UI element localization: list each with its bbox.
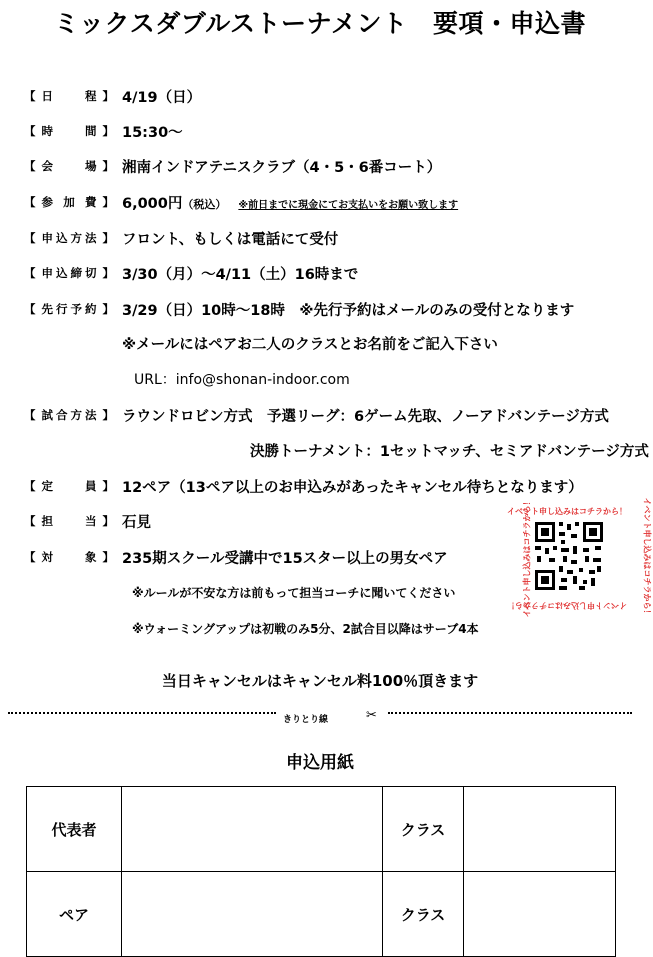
label-char: 時 (41, 124, 53, 138)
pair-label: ペア (27, 872, 122, 957)
qr-code-badge[interactable] (505, 497, 652, 618)
row-label (24, 123, 114, 139)
label-text (42, 123, 97, 139)
row-label (24, 88, 114, 104)
label-bracket-close: 】 (102, 159, 114, 173)
cut-line-left (8, 712, 276, 728)
row-value (122, 86, 201, 107)
row-value (122, 192, 458, 213)
label-text (42, 230, 97, 246)
label-bracket-open: 【 (24, 479, 36, 493)
label-bracket-close: 】 (102, 302, 114, 316)
label-char: 法 (85, 231, 97, 245)
label-char: 参 (41, 195, 53, 209)
info-row (24, 190, 458, 214)
label-bracket-open: 【 (24, 159, 36, 173)
label-char: 場 (85, 159, 97, 173)
label-char: 法 (85, 408, 97, 422)
label-char: 当 (85, 514, 97, 528)
row-value (122, 547, 448, 568)
label-bracket-close: 】 (102, 124, 114, 138)
advance-note: ※メールにはペアお二人のクラスとお名前をご記入下さい (122, 337, 498, 353)
qr-caption-top: イベント申し込みはコチラから！ (507, 507, 627, 516)
target-note-1: ※ルールが不安な方は前もって担当コーチに聞いてください (132, 586, 456, 600)
label-text (42, 301, 97, 317)
info-row (24, 154, 441, 178)
page-title: ミックスダブルストーナメント 要項・申込書 (53, 9, 586, 38)
label-bracket-open: 【 (24, 89, 36, 103)
label-bracket-open: 【 (24, 124, 36, 138)
label-text (42, 88, 97, 104)
label-char: 会 (41, 159, 53, 173)
label-text (42, 478, 97, 494)
qr-caption-right: イベント申し込みはコチラから！ (642, 497, 652, 618)
label-bracket-close: 】 (102, 514, 114, 528)
row-label (24, 265, 114, 281)
label-bracket-open: 【 (24, 514, 36, 528)
tax-note: （税込） (182, 197, 227, 211)
info-row (24, 84, 201, 108)
row-value-text: 6,000円 (122, 195, 183, 212)
row-value (122, 405, 609, 426)
row-label (24, 230, 114, 246)
label-char: 方 (70, 231, 82, 245)
cut-line-right (388, 712, 632, 728)
row-value (122, 476, 583, 497)
label-char: 担 (41, 514, 53, 528)
row-value (122, 121, 183, 142)
label-char: 対 (41, 550, 53, 564)
info-row (24, 474, 583, 498)
label-text (42, 194, 97, 210)
row-value-text: 235期スクール受講中で15スター以上の男女ペア (122, 550, 448, 567)
label-char: 日 (41, 89, 53, 103)
label-char: 試 (41, 408, 53, 422)
email-url[interactable]: URL：info@shonan-indoor.com (134, 372, 350, 388)
row-value-text: 12ペア（13ペア以上のお申込みがあったキャンセル待ちとなります） (122, 479, 583, 496)
row-value (122, 511, 151, 532)
label-char: 込 (56, 266, 68, 280)
row-value (122, 263, 358, 284)
representative-class-field[interactable] (464, 787, 616, 872)
label-bracket-open: 【 (24, 302, 36, 316)
label-char: 予 (70, 302, 82, 316)
payment-note: ※前日までに現金にてお支払いをお願い致します (238, 199, 459, 211)
form-title: 申込用紙 (286, 753, 354, 773)
label-char: 込 (56, 231, 68, 245)
pair-name-field[interactable] (122, 872, 383, 957)
cut-line-label: きりとり線 (283, 715, 329, 725)
qr-caption-left: イベント申し込みはコチラから！ (522, 497, 532, 618)
row-value-text: フロント、もしくは電話にて受付 (122, 231, 339, 248)
row-value-text: 3/29（日）10時〜18時 ※先行予約はメールのみの受付となります (122, 302, 575, 319)
label-char: 締 (70, 266, 82, 280)
label-char: 加 (63, 195, 75, 209)
target-note-2: ※ウォーミングアップは初戦のみ5分、2試合目以降はサーブ4本 (132, 622, 479, 636)
pair-class-field[interactable] (464, 872, 616, 957)
label-bracket-open: 【 (24, 231, 36, 245)
label-char: 合 (56, 408, 68, 422)
info-row (24, 509, 151, 533)
label-bracket-close: 】 (102, 550, 114, 564)
application-form (26, 786, 616, 957)
row-value-text: 湘南インドアテニスクラブ（4・5・6番コート） (122, 159, 442, 176)
info-row (24, 261, 358, 285)
label-bracket-close: 】 (102, 89, 114, 103)
label-char: 行 (56, 302, 68, 316)
label-char: 間 (85, 124, 97, 138)
row-value (122, 228, 338, 249)
label-char: 申 (41, 231, 53, 245)
row-value-text: ラウンドロビン方式 予選リーグ：6ゲーム先取、ノーアドバンテージ方式 (122, 408, 609, 425)
label-bracket-close: 】 (102, 479, 114, 493)
label-text (42, 265, 97, 281)
row-label (24, 158, 114, 174)
label-bracket-close: 】 (102, 408, 114, 422)
label-bracket-close: 】 (102, 266, 114, 280)
representative-label: 代表者 (27, 787, 122, 872)
label-char: 員 (85, 479, 97, 493)
representative-name-field[interactable] (122, 787, 383, 872)
label-text (42, 549, 97, 565)
pair-class-label: クラス (383, 872, 464, 957)
label-text (42, 407, 97, 423)
qr-code-icon (533, 520, 605, 592)
row-value-text: 石見 (122, 514, 151, 531)
row-value (122, 156, 441, 177)
label-char: 費 (85, 195, 97, 209)
label-text (42, 513, 97, 529)
match-format-line2: 決勝トーナメント：1セットマッチ、セミアドバンテージ方式 (250, 444, 649, 460)
label-bracket-open: 【 (24, 550, 36, 564)
qr-caption-bottom: イベント申し込みはコチラから！ (507, 601, 627, 610)
info-row (24, 403, 609, 427)
row-value (122, 299, 574, 320)
info-row (24, 226, 338, 250)
info-row (24, 545, 448, 569)
label-char: 申 (41, 266, 53, 280)
label-char: 程 (85, 89, 97, 103)
label-bracket-close: 】 (102, 195, 114, 209)
label-bracket-close: 】 (102, 231, 114, 245)
label-char: 定 (41, 479, 53, 493)
row-value-text: 4/19（日） (122, 89, 202, 106)
label-char: 象 (85, 550, 97, 564)
label-char: 切 (85, 266, 97, 280)
row-label (24, 301, 114, 317)
row-label (24, 478, 114, 494)
representative-class-label: クラス (383, 787, 464, 872)
cancel-policy: 当日キャンセルはキャンセル料100％頂きます (161, 672, 479, 690)
label-char: 方 (70, 408, 82, 422)
row-label (24, 549, 114, 565)
row-label (24, 513, 114, 529)
info-row (24, 119, 183, 143)
label-bracket-open: 【 (24, 195, 36, 209)
label-text (42, 158, 97, 174)
row-label (24, 407, 114, 423)
label-char: 約 (85, 302, 97, 316)
row-value-text: 3/30（月）〜4/11（土）16時まで (122, 266, 359, 283)
label-char: 先 (41, 302, 53, 316)
row-label (24, 194, 114, 210)
row-value-text: 15:30〜 (122, 124, 183, 141)
label-bracket-open: 【 (24, 266, 36, 280)
scissors-icon: ✂ (366, 708, 377, 723)
label-bracket-open: 【 (24, 408, 36, 422)
info-row (24, 297, 574, 321)
